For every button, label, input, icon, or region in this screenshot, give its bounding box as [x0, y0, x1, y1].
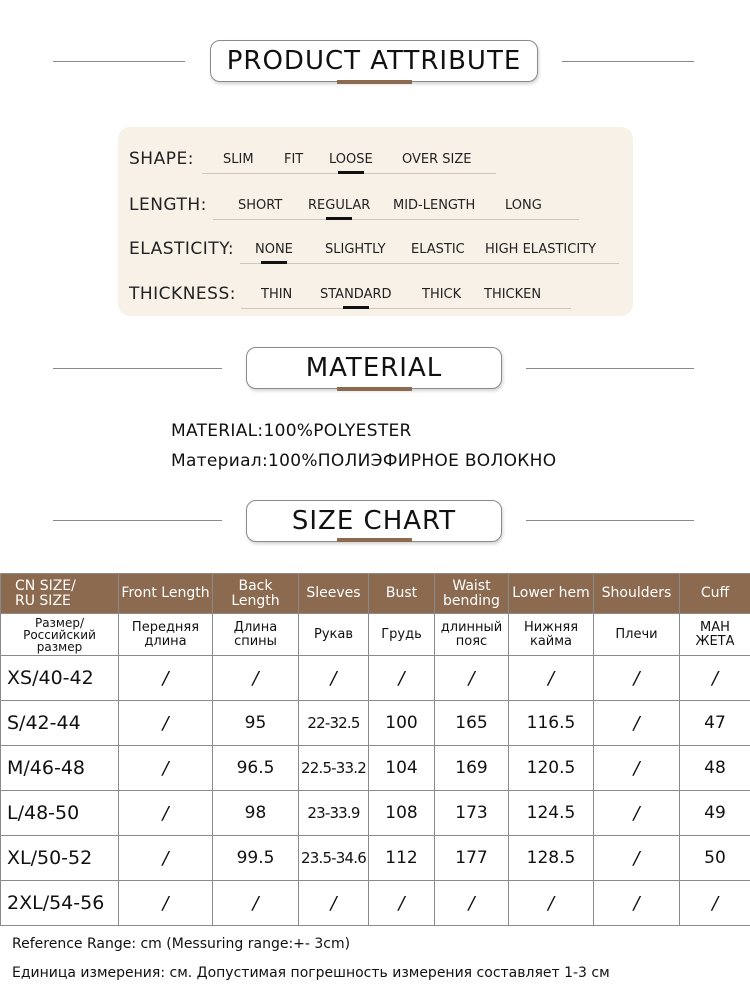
measurement-cell: 49 [680, 791, 750, 836]
attribute-option-label: THIN [261, 287, 293, 302]
attribute-option [411, 242, 465, 257]
measurement-cell: 47 [680, 701, 750, 746]
measurement-cell: 23.5-34.6 [299, 836, 369, 881]
no-value-mark: / [547, 667, 555, 689]
column-header-ru [680, 614, 750, 656]
measurement-cell: 165 [435, 701, 509, 746]
header-row-ru [1, 614, 750, 656]
attribute-panel [118, 127, 633, 316]
column-header-ru [1, 614, 119, 656]
header-line: размер [36, 639, 83, 654]
measurement-cell: 22-32.5 [299, 701, 369, 746]
header-line: Lower hem [512, 585, 590, 601]
measurement-cell [509, 881, 594, 926]
header-line: Плечи [615, 626, 658, 642]
no-value-mark: / [711, 892, 719, 914]
attribute-option-label: THICK [422, 287, 462, 302]
header-line: ЖЕТА [695, 633, 735, 649]
no-value-mark: / [252, 892, 259, 914]
measurement-cell [119, 836, 213, 881]
measurement-cell [435, 656, 509, 701]
measurement-cell: 96.5 [213, 746, 299, 791]
attribute-option [485, 242, 596, 257]
attribute-option-label: SHORT [238, 198, 283, 213]
header-line: Bust [385, 585, 418, 601]
attribute-label: ELASTICITY: [129, 239, 235, 259]
header-line: Рукав [313, 626, 353, 642]
measurement-cell: 99.5 [213, 836, 299, 881]
measurement-cell [299, 881, 369, 926]
attribute-option [308, 198, 370, 213]
header-line: пояс [455, 633, 488, 649]
no-value-mark: / [330, 892, 337, 914]
attribute-option [422, 287, 461, 302]
measurement-cell [369, 656, 435, 701]
no-value-mark: / [633, 757, 640, 779]
size-label-cell: XS/40-42 [1, 656, 119, 701]
header-line: CN SIZE/ [15, 577, 76, 594]
header-line: Waist [452, 577, 491, 594]
attribute-row [118, 185, 633, 215]
attribute-underline [241, 308, 571, 309]
column-header-ru [213, 614, 299, 656]
measurement-cell: 95 [213, 701, 299, 746]
size-label-cell: 2XL/54-56 [1, 881, 119, 926]
measurement-cell [509, 656, 594, 701]
divider-left [53, 61, 185, 62]
measurement-cell: 120.5 [509, 746, 594, 791]
measurement-cell: 116.5 [509, 701, 594, 746]
size-chart-header [0, 500, 750, 542]
table-row [1, 701, 750, 746]
header-line: Cuff [700, 585, 730, 601]
measurement-cell [119, 701, 213, 746]
divider-left [53, 520, 222, 521]
divider-left [53, 368, 222, 369]
measurement-cell [594, 746, 680, 791]
measurement-cell: 128.5 [509, 836, 594, 881]
attribute-option [255, 242, 293, 257]
header-line: Shoulders [601, 585, 672, 601]
attribute-option-label: ELASTIC [411, 242, 465, 257]
measurement-cell [119, 881, 213, 926]
attribute-label: LENGTH: [129, 195, 207, 215]
no-value-mark: / [398, 892, 405, 914]
no-value-mark: / [468, 892, 475, 914]
attribute-option [393, 198, 475, 213]
measurement-cell: 50 [680, 836, 750, 881]
measurement-cell: 177 [435, 836, 509, 881]
attribute-option-label: LOOSE [329, 152, 373, 167]
no-value-mark: / [711, 667, 719, 689]
column-header-ru [435, 614, 509, 656]
header-line: Нижняя [523, 619, 579, 635]
attribute-option [329, 152, 373, 167]
measurement-cell: 169 [435, 746, 509, 791]
divider-right [526, 368, 694, 369]
column-header-en [119, 574, 213, 614]
attribute-underline [240, 263, 619, 264]
no-value-mark: / [162, 712, 169, 734]
measurement-cell [594, 656, 680, 701]
title-accent [337, 538, 412, 542]
column-header-en [299, 574, 369, 614]
header-line: Длина [233, 619, 278, 635]
attribute-option [238, 198, 282, 213]
column-header-ru [119, 614, 213, 656]
measurement-cell [119, 746, 213, 791]
selected-marker [326, 217, 352, 220]
no-value-mark: / [162, 757, 169, 779]
table-row [1, 881, 750, 926]
measurement-cell: 22.5-33.2 [299, 746, 369, 791]
no-value-mark: / [162, 667, 169, 689]
section-title: PRODUCT ATTRIBUTE [210, 40, 538, 82]
header-line: длина [144, 633, 187, 649]
no-value-mark: / [633, 802, 640, 824]
attribute-option [325, 242, 386, 257]
size-label-cell: M/46-48 [1, 746, 119, 791]
header-line: Back Length [231, 577, 280, 609]
header-line: Sleeves [306, 585, 361, 601]
measurement-cell [119, 791, 213, 836]
attribute-option-label: SLIGHTLY [325, 242, 386, 257]
column-header-ru [369, 614, 435, 656]
attribute-option-label: NONE [255, 242, 293, 257]
column-header-ru [594, 614, 680, 656]
no-value-mark: / [633, 712, 640, 734]
header-line: кайма [529, 633, 573, 649]
measurement-cell [594, 881, 680, 926]
measurement-cell [299, 656, 369, 701]
column-header-en [213, 574, 299, 614]
no-value-mark: / [398, 667, 405, 689]
header-line: Передняя [131, 619, 200, 635]
size-label-cell: S/42-44 [1, 701, 119, 746]
measurement-cell: 124.5 [509, 791, 594, 836]
no-value-mark: / [162, 847, 169, 869]
measurement-cell: 112 [369, 836, 435, 881]
attribute-option [484, 287, 541, 302]
no-value-mark: / [252, 667, 259, 689]
table-row [1, 836, 750, 881]
header-line: RU SIZE [15, 592, 71, 609]
selected-marker [338, 171, 364, 174]
title-accent [337, 80, 412, 84]
no-value-mark: / [633, 847, 640, 869]
attribute-option [505, 198, 542, 213]
header-line: Грудь [381, 626, 422, 642]
measurement-cell [213, 656, 299, 701]
measurement-cell [594, 836, 680, 881]
measurement-cell: 173 [435, 791, 509, 836]
column-header-en [594, 574, 680, 614]
material-ru: Материал:100%ПОЛИЭФИРНОЕ ВОЛОКНО [171, 451, 557, 471]
size-chart-table [0, 573, 750, 926]
material-en: MATERIAL:100%POLYESTER [171, 421, 412, 441]
measurement-cell [594, 791, 680, 836]
measurement-cell [680, 881, 750, 926]
attribute-option-label: OVER SIZE [402, 152, 472, 167]
attribute-label: SHAPE: [129, 149, 194, 169]
material-header [0, 347, 750, 389]
attribute-row [118, 229, 633, 259]
no-value-mark: / [547, 892, 555, 914]
header-line: Российский [23, 627, 96, 642]
section-title: MATERIAL [246, 347, 502, 389]
no-value-mark: / [330, 667, 337, 689]
no-value-mark: / [633, 892, 640, 914]
header-line: МАН [700, 619, 730, 635]
measurement-cell: 104 [369, 746, 435, 791]
measurement-cell [680, 656, 750, 701]
column-header-en [369, 574, 435, 614]
header-line: bending [443, 592, 500, 609]
attribute-label: THICKNESS: [129, 284, 236, 304]
header-line: Front Length [121, 585, 210, 601]
measurement-cell: 108 [369, 791, 435, 836]
column-header-en [1, 574, 119, 614]
table-row [1, 791, 750, 836]
table-row [1, 656, 750, 701]
header-row-en [1, 574, 750, 614]
measurement-cell: 23-33.9 [299, 791, 369, 836]
title-accent [337, 387, 412, 391]
measurement-cell [213, 881, 299, 926]
attribute-row [118, 274, 633, 304]
column-header-en [435, 574, 509, 614]
attribute-option [223, 152, 254, 167]
attribute-option [284, 152, 303, 167]
no-value-mark: / [162, 802, 169, 824]
no-value-mark: / [468, 667, 475, 689]
reference-range-note: Reference Range: cm (Messuring range:+- 3cm) [12, 936, 351, 952]
measurement-note-ru: Единица измерения: см. Допустимая погрешность измерения составляет 1-3 см [12, 965, 610, 981]
attribute-underline [213, 219, 579, 220]
measurement-cell: 48 [680, 746, 750, 791]
divider-right [526, 520, 694, 521]
attribute-row [118, 139, 633, 169]
attribute-option-label: REGULAR [308, 198, 371, 213]
header-line: Размер/ [34, 615, 85, 630]
attribute-option [402, 152, 471, 167]
measurement-cell [369, 881, 435, 926]
divider-right [562, 61, 694, 62]
header-line: спины [234, 633, 277, 649]
measurement-cell [594, 701, 680, 746]
header-line: длинный [440, 619, 503, 635]
attribute-option [261, 287, 292, 302]
table-row [1, 746, 750, 791]
attribute-option-label: FIT [284, 152, 304, 167]
measurement-cell [119, 656, 213, 701]
column-header-ru [299, 614, 369, 656]
attribute-option-label: SLIM [223, 152, 254, 167]
attribute-option-label: LONG [505, 198, 542, 213]
section-title: SIZE CHART [246, 500, 502, 542]
measurement-cell: 98 [213, 791, 299, 836]
attribute-option [320, 287, 392, 302]
column-header-en [509, 574, 594, 614]
no-value-mark: / [162, 892, 169, 914]
measurement-cell [435, 881, 509, 926]
attribute-option-label: STANDARD [320, 287, 392, 302]
selected-marker [261, 261, 287, 264]
attribute-option-label: HIGH ELASTICITY [485, 242, 597, 257]
no-value-mark: / [633, 667, 640, 689]
attribute-option-label: MID-LENGTH [393, 198, 476, 213]
attribute-option-label: THICKEN [484, 287, 542, 302]
column-header-ru [509, 614, 594, 656]
product-attribute-header [0, 40, 750, 82]
size-label-cell: L/48-50 [1, 791, 119, 836]
column-header-en [680, 574, 750, 614]
size-label-cell: XL/50-52 [1, 836, 119, 881]
selected-marker [343, 306, 369, 309]
measurement-cell: 100 [369, 701, 435, 746]
